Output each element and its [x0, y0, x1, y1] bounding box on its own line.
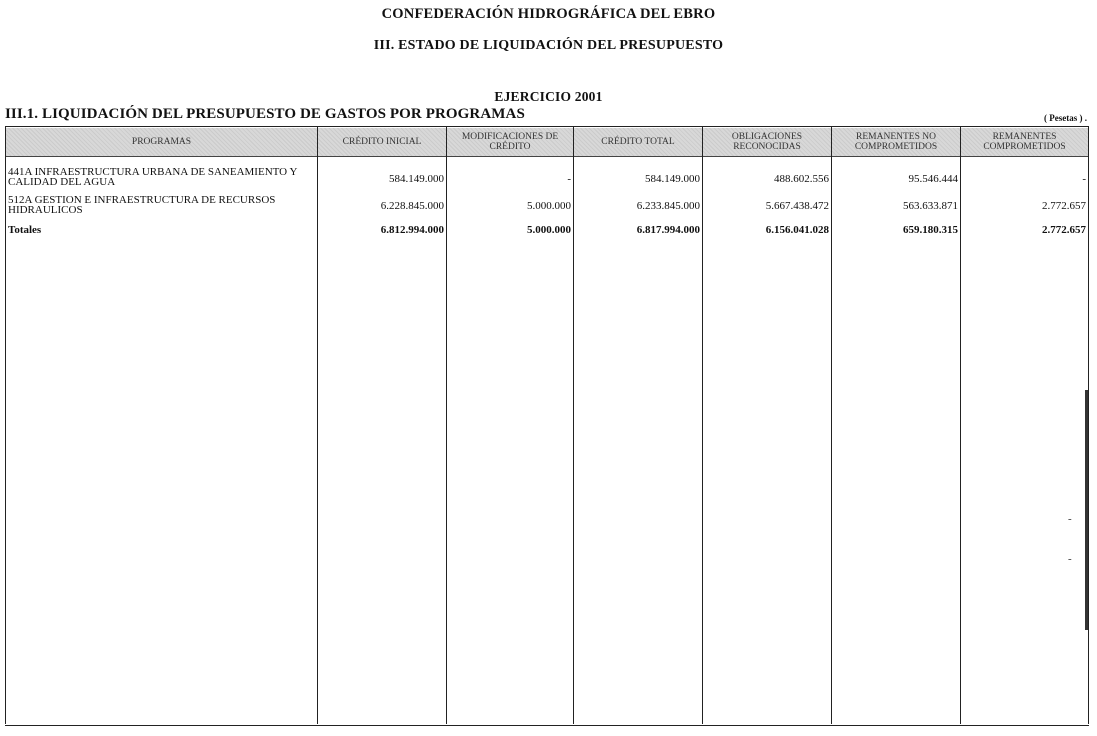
- remanentes-no-comprometidos-value: 95.546.444: [908, 173, 958, 185]
- program-name: 512A GESTION E INFRAESTRUCTURA DE RECURSOS HIDRAULICOS: [8, 194, 276, 216]
- modificaciones-value: 5.000.000: [527, 200, 571, 212]
- modificaciones-total: 5.000.000: [527, 224, 571, 236]
- remanentes-comprometidos-total: 2.772.657: [1042, 224, 1086, 236]
- modificaciones-value: -: [567, 173, 571, 185]
- remanentes-comprometidos-value: 2.772.657: [1042, 200, 1086, 212]
- column-divider: [317, 126, 318, 724]
- fiscal-year: EJERCICIO 2001: [494, 89, 603, 104]
- totals-label: Totales: [8, 224, 42, 236]
- column-divider: [1088, 126, 1089, 724]
- column-divider: [5, 126, 6, 724]
- column-header-credito-total: CRÉDITO TOTAL: [574, 128, 702, 157]
- column-header-programas: PROGRAMAS: [6, 128, 317, 157]
- scan-speck: -: [1068, 513, 1072, 525]
- obligaciones-value: 5.667.438.472: [765, 200, 829, 212]
- table-frame: [5, 126, 1089, 726]
- credito-inicial-value: 6.228.845.000: [380, 200, 444, 212]
- column-divider: [702, 126, 703, 724]
- scan-edge-artifact: [1085, 390, 1088, 630]
- credito-total-value: 584.149.000: [645, 173, 700, 185]
- column-header-obligaciones: OBLIGACIONES RECONOCIDAS: [703, 128, 831, 157]
- remanentes-no-comprometidos-value: 563.633.871: [903, 200, 958, 212]
- column-header-remanentes-no-comprometidos: REMANENTES NO COMPROMETIDOS: [832, 128, 960, 157]
- remanentes-no-comprometidos-total: 659.180.315: [903, 224, 958, 236]
- column-header-modificaciones: MODIFICACIONES DE CRÉDITO: [447, 128, 573, 157]
- currency-unit: ( Pesetas ) .: [1044, 113, 1087, 123]
- remanentes-comprometidos-value: -: [1082, 173, 1086, 185]
- organization-title: CONFEDERACIÓN HIDROGRÁFICA DEL EBRO: [381, 6, 716, 22]
- column-header-remanentes-comprometidos: REMANENTES COMPROMETIDOS: [961, 128, 1088, 157]
- scan-speck: -: [1068, 553, 1072, 565]
- credito-inicial-total: 6.812.994.000: [380, 224, 444, 236]
- credito-total-total: 6.817.994.000: [636, 224, 700, 236]
- column-divider: [446, 126, 447, 724]
- column-divider: [831, 126, 832, 724]
- column-divider: [573, 126, 574, 724]
- column-header-credito-inicial: CRÉDITO INICIAL: [318, 128, 446, 157]
- obligaciones-total: 6.156.041.028: [765, 224, 829, 236]
- credito-inicial-value: 584.149.000: [389, 173, 444, 185]
- report-subtitle: III. ESTADO DE LIQUIDACIÓN DEL PRESUPUESTO: [373, 38, 724, 53]
- section-title: III.1. LIQUIDACIÓN DEL PRESUPUESTO DE GASTOS POR PROGRAMAS: [5, 106, 525, 122]
- credito-total-value: 6.233.845.000: [636, 200, 700, 212]
- program-name: 441A INFRAESTRUCTURA URBANA DE SANEAMIENTO Y CALIDAD DEL AGUA: [8, 166, 297, 188]
- obligaciones-value: 488.602.556: [774, 173, 829, 185]
- column-divider: [960, 126, 961, 724]
